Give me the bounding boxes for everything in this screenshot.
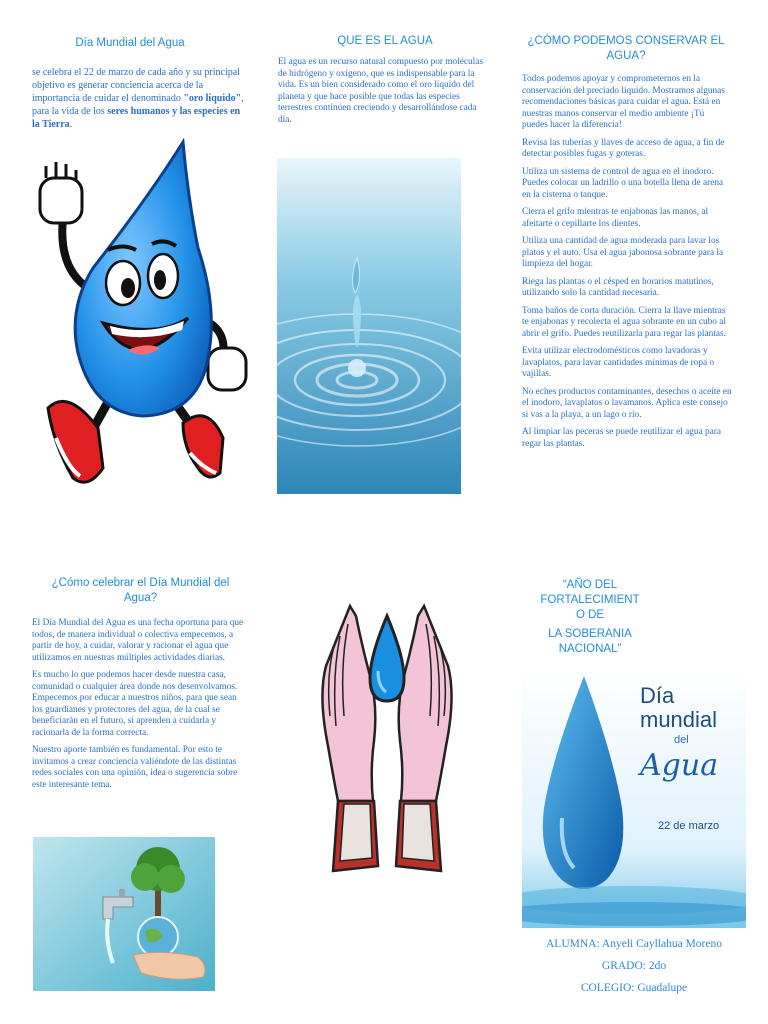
- title-como-celebrar: ¿Cómo celebrar el Día Mundial del Agua?: [51, 577, 230, 604]
- conservar-paragraph: Riega las plantas o el césped en horarios matutinos, utilizando solo la cantidad necesaria.: [522, 276, 714, 298]
- conservar-paragraph: Toma baños de corta duración. Cierra la llave mientras te enjabonas y recolecta el agua sobrante en un cubo al abrir el grifo. Puedes reutilizarla para regar las plantas.: [522, 305, 726, 339]
- tree-faucet-hand-photo: [33, 837, 215, 991]
- intro-text-b: "oro líquido": [183, 93, 242, 104]
- motto-block: [520, 578, 660, 657]
- poster-title: Día mundial: [640, 683, 718, 732]
- student-name: ALUMNA: Anyeli Cayllahua Moreno: [546, 938, 722, 950]
- conservar-paragraph: Al limpiar las peceras se puede reutilizar el agua para regar las plantas.: [522, 427, 722, 449]
- intro-text-e: .: [69, 119, 73, 130]
- poster-agua: Agua: [640, 748, 719, 783]
- motto-line: O DE: [575, 609, 605, 621]
- title-dia-mundial: Día Mundial del Agua: [75, 37, 185, 49]
- conservar-paragraph: Utiliza un sistema de control de agua en el inodoro. Puedes colocar un ladrillo o una botella llena de arena en la cisterna o tanque.: [522, 166, 724, 200]
- conservar-paragraph: Revisa las tuberías y llaves de acceso de agua, a fin de detectar posibles fugas y goteras.: [522, 137, 725, 159]
- conservar-paragraph: Evita utilizar electrodomésticos como lavadoras y lavaplatos, para lavar cantidades mínimas de ropa o vajillas.: [522, 346, 715, 379]
- conservar-paragraph: Utiliza una cantidad de agua moderada para lavar los platos y el auto. Usa el agua jabonosa sobrante para la limpieza del hogar.: [522, 236, 724, 269]
- intro-text-a: se celebra el 22 de marzo de cada año y su principal objetivo es generar conciencia acerca de la importancia de cuidar el denominado: [32, 67, 240, 104]
- conservar-paragraph: No eches productos contaminantes, desechos o aceite en el inodoro, lavaplatos o lavamanos. Aplica este consejo si vas a la playa, a un lago o río.: [522, 386, 732, 420]
- conservar-list: [522, 74, 732, 456]
- motto-line: NACIONAL”: [558, 643, 622, 655]
- motto-line: LA SOBERANIA: [548, 628, 632, 640]
- student-school: COLEGIO: Guadalupe: [580, 982, 688, 994]
- title-como-conservar: ¿CÓMO PODEMOS CONSERVAR EL AGUA?: [527, 35, 725, 62]
- conservar-paragraph: Cierra el grifo mientras te enjabonas las manos, al afeitarte o cepillarte los dientes.: [522, 207, 709, 229]
- que-es-el-agua-text: El agua es un recurso natural compuesto por moléculas de hidrógeno y oxígeno, que es indispensable para la vida. Es un bien considerado como el oro líquido del planeta y que hace posible que todas las especies terrestres continúen creciendo y desarrollándose cada día.: [278, 57, 483, 125]
- dia-mundial-poster: [522, 668, 746, 928]
- celebrar-paragraph: Nuestro aporte también es fundamental. Por esto te invitamos a crear conciencia valiéndote de las distintas redes sociales con una opinión, idea o sugerencia sobre este interesante tema.: [32, 745, 238, 790]
- intro-text-d: seres humanos y las especies en la Tierra: [32, 106, 241, 130]
- student-grade: GRADO: 2do: [601, 960, 667, 972]
- poster-date: 22 de marzo: [658, 820, 720, 832]
- poster-del: del: [674, 734, 689, 746]
- hands-protecting-drop-image: [278, 576, 496, 896]
- conservar-paragraph: Todos podemos apoyar y comprometernos en la conservación del preciado líquido. Mostramos algunas recomendaciones básicas para cuidar el agua. Está en nuestras manos conservar el medio ambiente ¡Tú puedes hacer la diferencia!: [522, 74, 725, 130]
- motto-line: “AÑO DEL: [562, 579, 618, 591]
- motto-line: FORTALECIMIENT: [540, 594, 640, 606]
- water-ripple-photo: [277, 158, 461, 494]
- credits-block: [500, 933, 768, 999]
- intro-text-c: , para la vida de los: [32, 93, 244, 117]
- intro-paragraph: [32, 66, 247, 131]
- celebrar-paragraph: Es mucho lo que podemos hacer desde nuestra casa, comunidad o cualquier área donde nos desenvolvamos. Empecemos por educar a nuestros niños, para que sean los guardianes y protectores del agua, de la cual se beneficiarán en el futuro, si aprenden a cuidarla y racionarla de la forma correcta.: [32, 670, 238, 738]
- title-que-es-el-agua: QUE ES EL AGUA: [337, 35, 433, 47]
- water-drop-mascot-image: [28, 138, 248, 498]
- celebrar-text: [32, 618, 247, 797]
- celebrar-paragraph: El Día Mundial del Agua es una fecha oportuna para que todos, de manera individual o colectiva empecemos, a partir de hoy, a cuidar, valorar y racionar el agua que utilizamos en nuestras múltiples actividades diarias.: [32, 618, 244, 663]
